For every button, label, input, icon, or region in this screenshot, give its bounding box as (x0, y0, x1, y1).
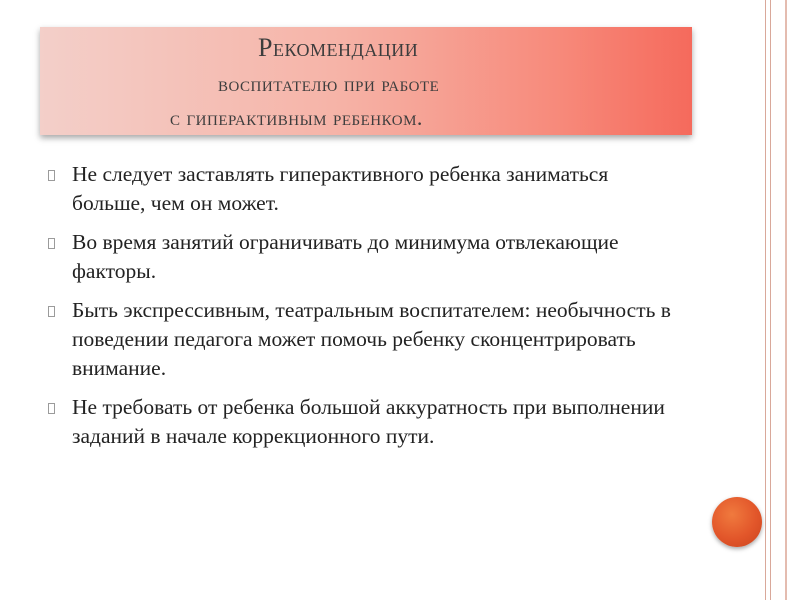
bullet-text: Не требовать от ребенка большой аккуратность при выполнении заданий в начале коррекционного пути. (72, 395, 665, 448)
decorative-side-line (765, 0, 766, 600)
hollow-square-bullet-icon (48, 170, 55, 181)
hollow-square-bullet-icon (48, 238, 55, 249)
title-banner (40, 27, 692, 135)
decorative-side-line (770, 0, 771, 600)
bullet-item (44, 296, 684, 383)
bullet-item (44, 228, 684, 286)
bullet-text: Быть экспрессивным, театральным воспитателем: необычность в поведении педагога может помочь ребенку сконцентрировать внимание. (72, 298, 671, 380)
bullet-text: Не следует заставлять гиперактивного ребенка заниматься больше, чем он может. (72, 162, 609, 215)
hollow-square-bullet-icon (48, 306, 55, 317)
slide-title-line-3: с гиперактивным ребенком. (170, 105, 423, 130)
hollow-square-bullet-icon (48, 403, 55, 414)
orange-circle-icon (712, 497, 762, 547)
slide-title-line-1: Рекомендации (258, 33, 419, 62)
bullet-list (44, 160, 684, 461)
decorative-side-line (785, 0, 787, 600)
bullet-item (44, 160, 684, 218)
bullet-text: Во время занятий ограничивать до минимума отвлекающие факторы. (72, 230, 619, 283)
slide-title-line-2: воспитателю при работе (218, 71, 440, 96)
bullet-item (44, 393, 684, 451)
